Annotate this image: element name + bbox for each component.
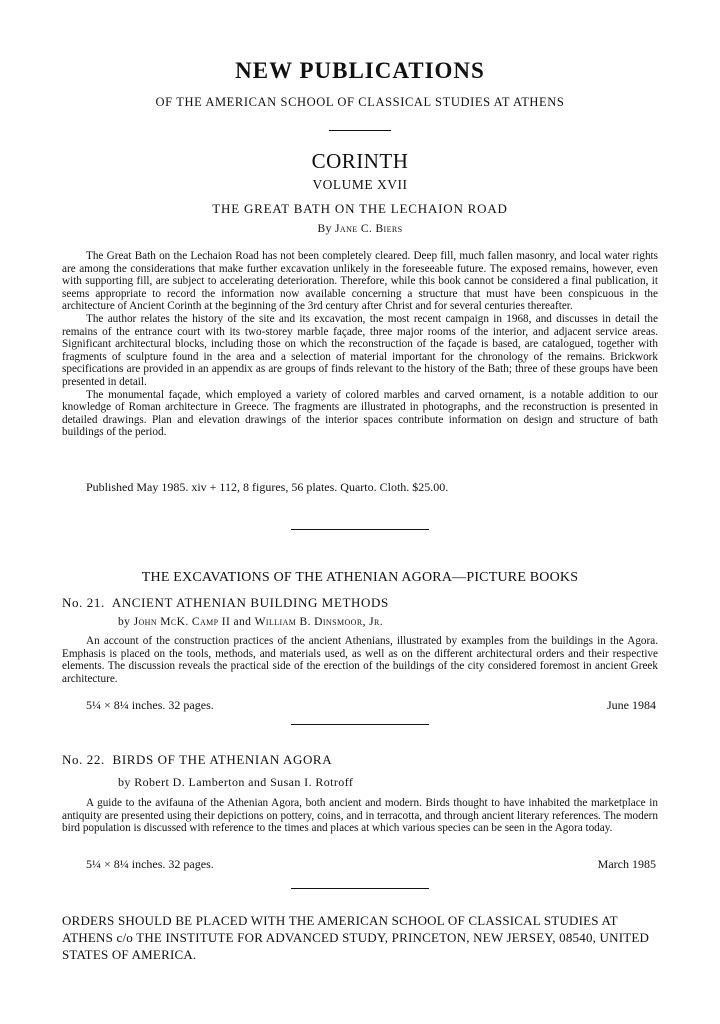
item-21-by: by bbox=[118, 616, 131, 628]
corinth-paragraph-2: The author relates the history of the site and its excavation, the most recent campaign in 1968, and discusses in detail the remains of the entrance court with its two-storey marble façade, three major rooms of the interior, and adjacent service areas. Significant architectural blocks, including those on which the reconstruction of the façade is based, are catalogued, together with fragments of sculpture found in the area and a selection of material important for the chronology of the remains. Brickwork specifications are provided in an appendix as are groups of finds relevant to the history of the Bath; three of these groups have been presented in detail. bbox=[62, 312, 658, 388]
byline-by: By bbox=[317, 223, 332, 235]
item-21-description: An account of the construction practices of the ancient Athenians, illustrated by examples from the buildings in the Agora. Emphasis is placed on the tools, methods, and materials used, as well as on the different architectural orders and their respective elements. The discussion reveals the practical side of the erection of the buildings of the city considered foremost in ancient Greek architecture. bbox=[62, 635, 658, 685]
item-21-heading bbox=[62, 595, 389, 611]
corinth-paragraph-1: The Great Bath on the Lechaion Road has not been completely cleared. Deep fill, much fallen masonry, and local water rights are among the considerations that make further excavation unlikely in the foreseeable future. The exposed remains, however, even with supporting fill, are subject to accelerating deterioration. Therefore, while this book cannot be considered a final publication, it seems appropriate to record the information now available concerning a structure that must have been conspicuous in the architecture of Ancient Corinth at the beginning of the 3rd century after Christ and for several centuries thereafter. bbox=[62, 250, 658, 313]
header-divider bbox=[329, 130, 391, 131]
item-22-description-block bbox=[62, 797, 658, 835]
corinth-description bbox=[62, 250, 658, 439]
item-21-date: June 1984 bbox=[607, 698, 656, 712]
item-22-heading bbox=[62, 752, 332, 768]
book-byline bbox=[0, 223, 720, 235]
item-21-number: No. 21. bbox=[62, 595, 105, 610]
series-title: CORINTH bbox=[311, 149, 409, 173]
item-22-title: BIRDS OF THE ATHENIAN AGORA bbox=[112, 752, 333, 767]
item-divider-1 bbox=[291, 724, 429, 725]
page-subtitle: OF THE AMERICAN SCHOOL OF CLASSICAL STUDIES AT ATHENS bbox=[155, 95, 565, 109]
item-21-byline bbox=[118, 616, 383, 628]
item-22-size: 5¼ × 8¼ inches. 32 pages. bbox=[86, 857, 214, 871]
item-21-author-2: William B. Dinsmoor, Jr. bbox=[254, 616, 384, 628]
item-21-and: and bbox=[233, 616, 252, 628]
item-22-description: A guide to the avifauna of the Athenian Agora, both ancient and modern. Birds thought to have inhabited the marketplace in antiquity are presented using their depictions on pottery, coins, and in terracotta, and through ancient literary references. The modern bird population is discussed with reference to the times and places at which various species can be seen in the Agora today. bbox=[62, 797, 658, 835]
page-title: NEW PUBLICATIONS bbox=[235, 58, 485, 83]
item-22-date: March 1985 bbox=[597, 857, 656, 871]
book-title: THE GREAT BATH ON THE LECHAION ROAD bbox=[212, 201, 508, 216]
orders-notice: ORDERS SHOULD BE PLACED WITH THE AMERICAN SCHOOL OF CLASSICAL STUDIES AT ATHENS c/o THE INSTITUTE FOR ADVANCED STUDY, PRINCETON, NEW JERSEY, 08540, UNITED STATES OF AMERICA. bbox=[62, 913, 650, 962]
item-divider-2 bbox=[291, 888, 429, 889]
item-21-description-block bbox=[62, 635, 658, 685]
corinth-paragraph-3: The monumental façade, which employed a variety of colored marbles and carved ornament, is a notable addition to our knowledge of Roman architecture in Greece. The fragments are illustrated in photographs, and the reconstruction is presented in detailed drawings. Plan and elevation drawings of the interior spaces contribute information on design and structure of bath buildings of the period. bbox=[62, 388, 658, 439]
publication-details: Published May 1985. xiv + 112, 8 figures, 56 plates. Quarto. Cloth. $25.00. bbox=[86, 480, 449, 494]
item-22-number: No. 22. bbox=[62, 752, 105, 767]
item-21-size: 5¼ × 8¼ inches. 32 pages. bbox=[86, 698, 214, 712]
volume-label: VOLUME XVII bbox=[312, 177, 408, 192]
item-21-author-1: John McK. Camp II bbox=[133, 616, 231, 628]
section-divider bbox=[291, 529, 429, 530]
book-author: Jane C. Biers bbox=[335, 223, 403, 235]
item-22-byline: by Robert D. Lamberton and Susan I. Rotroff bbox=[118, 775, 354, 789]
agora-section-title: THE EXCAVATIONS OF THE ATHENIAN AGORA—PICTURE BOOKS bbox=[141, 570, 579, 585]
item-21-title: ANCIENT ATHENIAN BUILDING METHODS bbox=[111, 595, 389, 610]
